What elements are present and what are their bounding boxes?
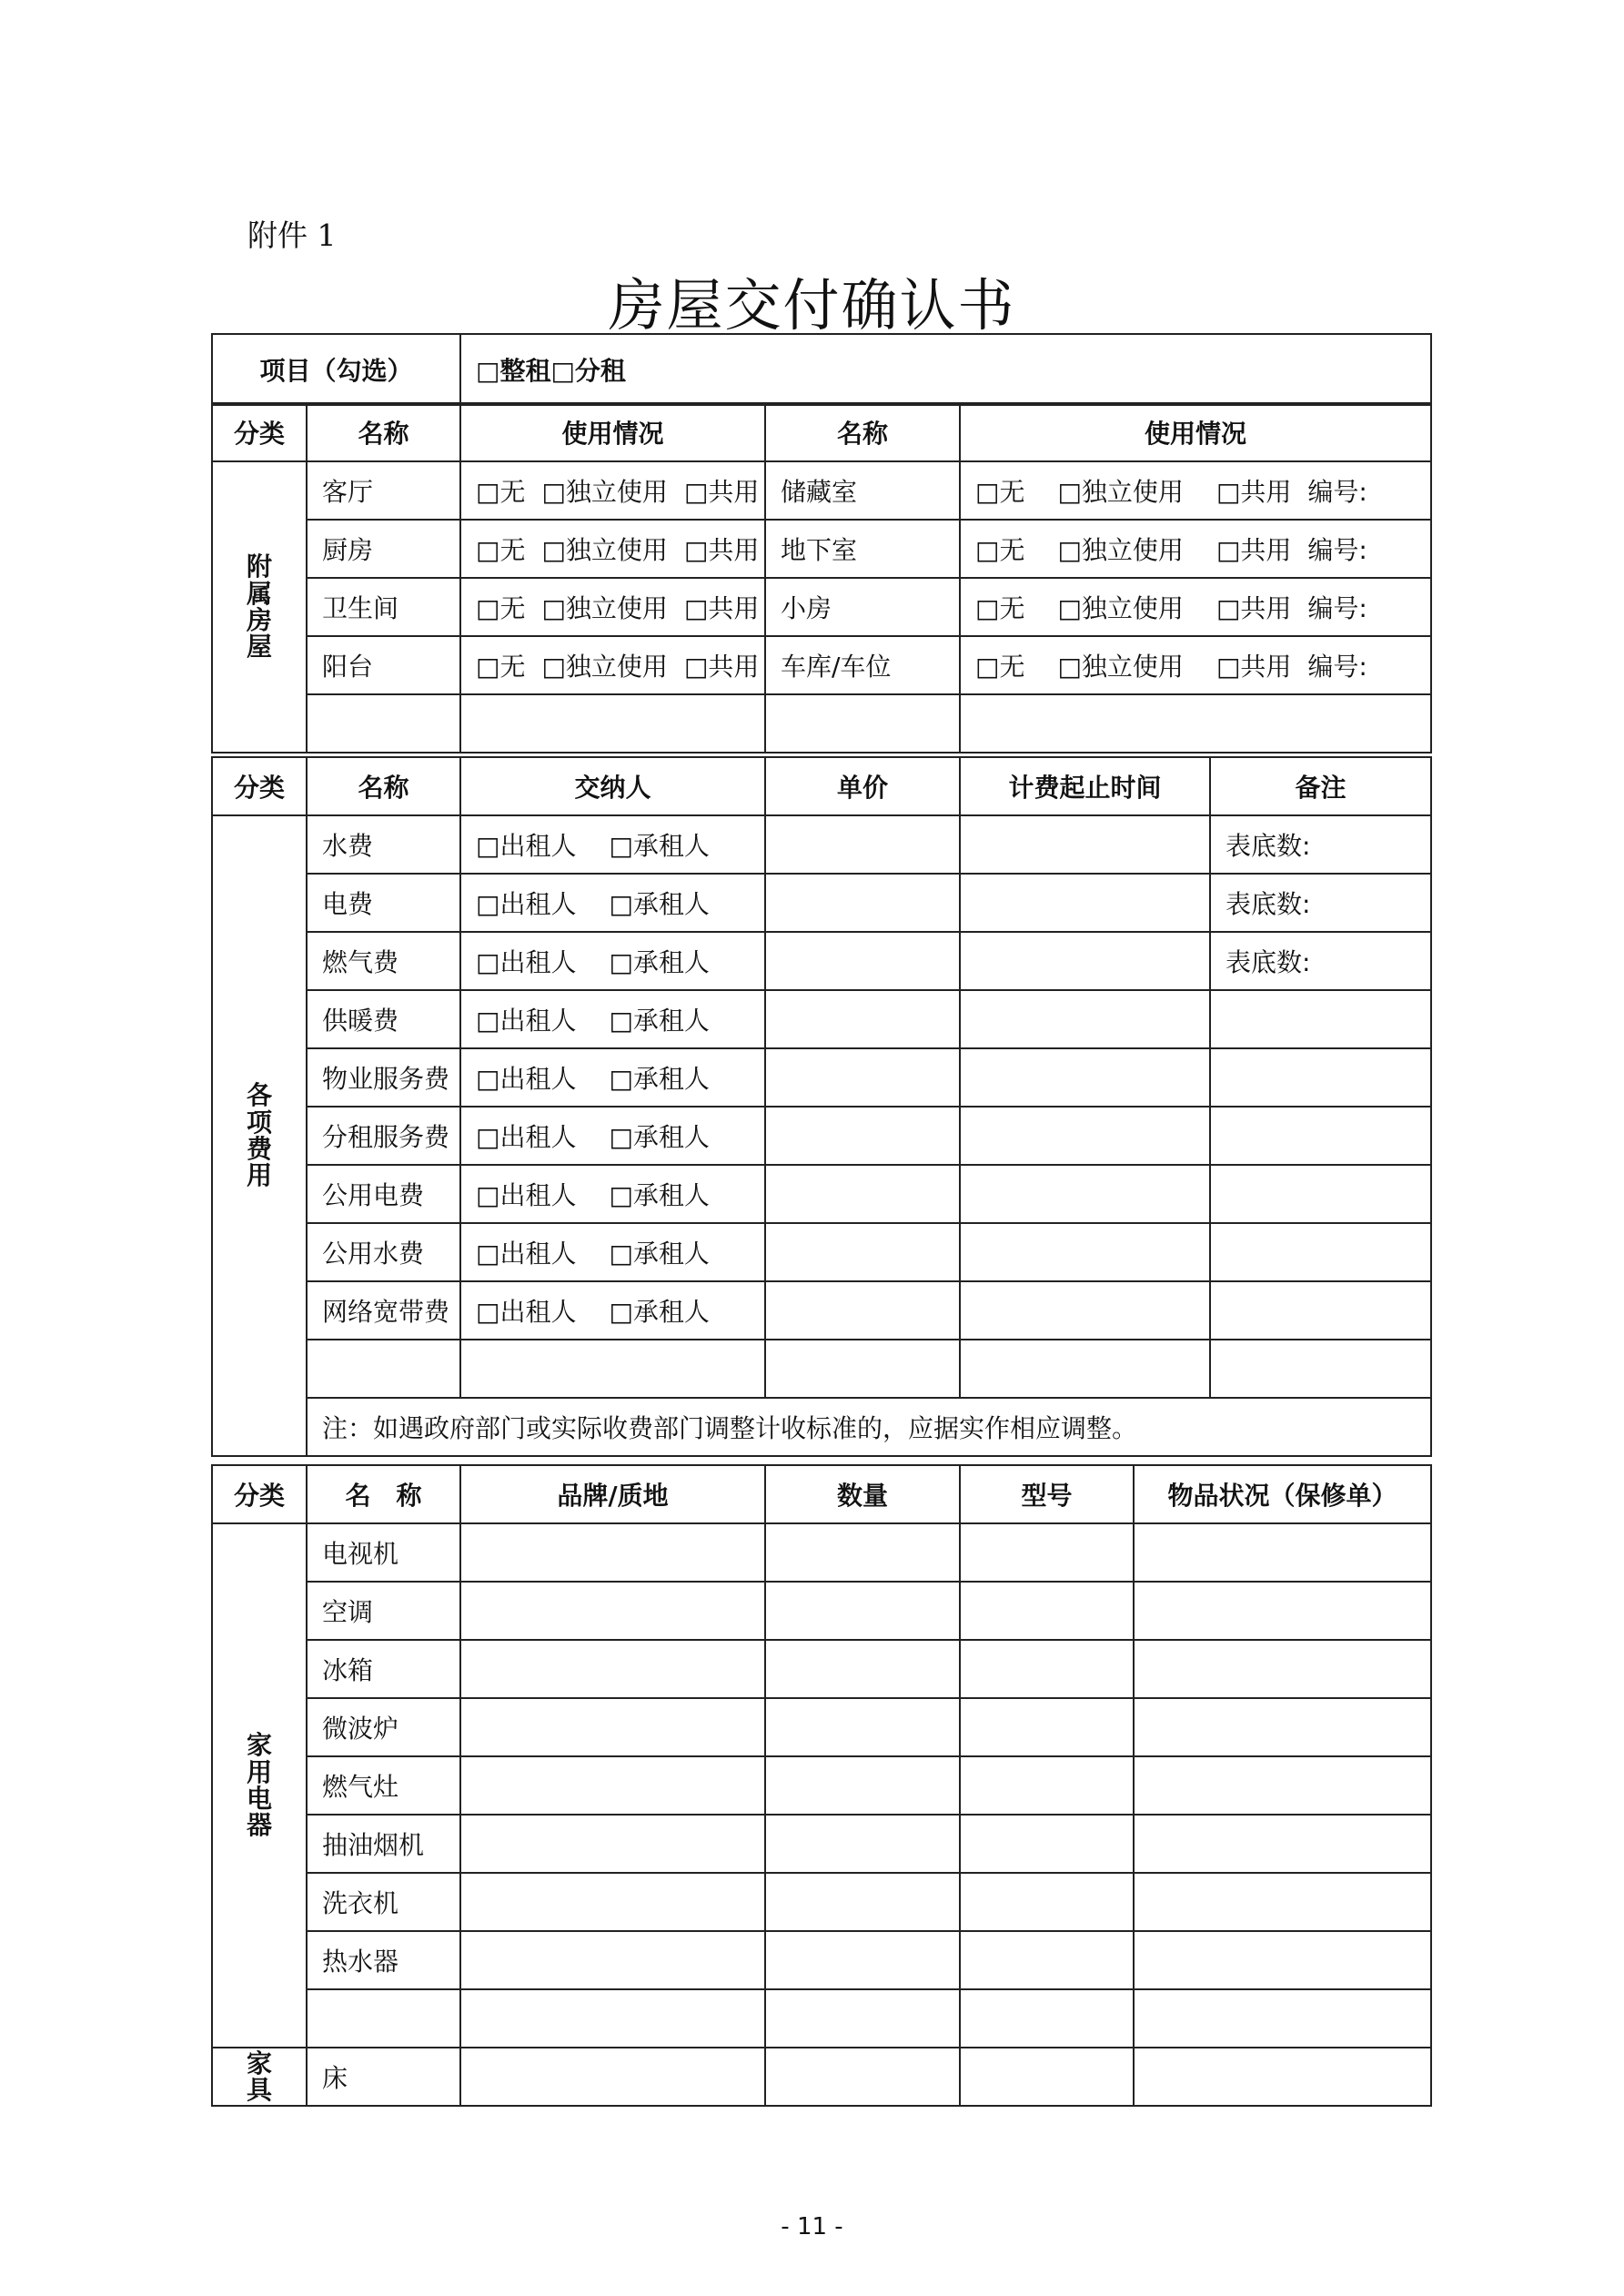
appliance-cell[interactable] — [1134, 1523, 1431, 1582]
appliance-name: 洗衣机 — [307, 1873, 460, 1931]
room-name-right: 地下室 — [765, 520, 960, 578]
appliance-cell[interactable] — [460, 1873, 765, 1931]
appliance-cell[interactable] — [460, 1756, 765, 1815]
table-row — [212, 1048, 1431, 1107]
appliance-cell[interactable] — [1134, 1756, 1431, 1815]
empty-cell[interactable] — [460, 1340, 765, 1398]
room-usage — [460, 636, 765, 694]
usage-checkbox[interactable]: □共用 — [683, 652, 760, 682]
rooms-category — [212, 461, 307, 753]
table-row — [212, 1107, 1431, 1165]
table-row — [212, 990, 1431, 1048]
appliance-cell[interactable] — [960, 1582, 1134, 1640]
table-row — [212, 2048, 1431, 2106]
fee-note[interactable] — [1210, 1223, 1431, 1281]
appliance-cell[interactable] — [960, 1640, 1134, 1698]
furniture-cell[interactable] — [765, 2048, 960, 2106]
payer-checkbox[interactable]: □承租人 — [609, 831, 710, 861]
room-name-right: 储藏室 — [765, 461, 960, 520]
empty-cell[interactable] — [1210, 1340, 1431, 1398]
appliance-cell[interactable] — [960, 1523, 1134, 1582]
room-name-right: 车库/车位 — [765, 636, 960, 694]
document-title: 房屋交付确认书 — [608, 272, 1016, 339]
table-row — [212, 815, 1431, 874]
appliance-cell[interactable] — [460, 1931, 765, 1989]
usage-checkbox[interactable]: □无 — [975, 652, 1025, 682]
fees-header-period: 计费起止时间 — [960, 757, 1210, 815]
table-row — [212, 1281, 1431, 1340]
appliance-name: 电视机 — [307, 1523, 460, 1582]
payer-checkbox[interactable]: □出租人 — [476, 1297, 577, 1327]
payer-checkbox[interactable]: □承租人 — [609, 889, 710, 919]
fee-price[interactable] — [765, 815, 960, 874]
appliance-cell[interactable] — [765, 1756, 960, 1815]
room-usage — [460, 578, 765, 636]
fee-period[interactable] — [960, 1223, 1210, 1281]
fee-period[interactable] — [960, 874, 1210, 932]
appliances-header-category: 分类 — [212, 1465, 307, 1523]
room-usage-right — [960, 520, 1431, 578]
furniture-category-text: 家具 — [246, 2048, 272, 2105]
fee-price[interactable] — [765, 990, 960, 1048]
fees-header-name: 名称 — [307, 757, 460, 815]
usage-checkbox[interactable]: □无 — [975, 593, 1025, 623]
table-row — [212, 1523, 1431, 1582]
empty-cell[interactable] — [765, 1989, 960, 2048]
table-row — [212, 1223, 1431, 1281]
rooms-header-usage: 使用情况 — [460, 403, 765, 461]
fees-footnote-row — [212, 1398, 1431, 1456]
table-row — [212, 1931, 1431, 1989]
payer-checkbox[interactable]: □出租人 — [476, 1064, 577, 1094]
rooms-table — [211, 402, 1432, 754]
project-options[interactable]: □整租□分租 — [460, 334, 1431, 405]
usage-checkbox[interactable]: □无 — [476, 535, 526, 565]
payer-checkbox[interactable]: □承租人 — [609, 947, 710, 977]
payer-checkbox[interactable]: □出租人 — [476, 889, 577, 919]
appliance-cell[interactable] — [960, 1931, 1134, 1989]
page-number: - 11 - — [781, 2213, 843, 2240]
payer-checkbox[interactable]: □出租人 — [476, 1122, 577, 1152]
fee-note[interactable] — [1210, 1107, 1431, 1165]
fee-payer — [460, 990, 765, 1048]
usage-checkbox[interactable]: □共用 — [1215, 593, 1292, 623]
usage-checkbox[interactable]: □独立使用 — [541, 652, 668, 682]
room-usage-right — [960, 578, 1431, 636]
fee-note[interactable] — [1210, 1165, 1431, 1223]
fee-name: 供暖费 — [307, 990, 460, 1048]
empty-cell[interactable] — [460, 694, 765, 753]
table-row-empty — [212, 694, 1431, 753]
appliance-cell[interactable] — [960, 1756, 1134, 1815]
appliance-cell[interactable] — [460, 1698, 765, 1756]
fee-payer — [460, 815, 765, 874]
usage-checkbox[interactable]: □共用 — [1215, 652, 1292, 682]
appliance-cell[interactable] — [1134, 1815, 1431, 1873]
appliance-cell[interactable] — [460, 1523, 765, 1582]
appliances-header-model: 型号 — [960, 1465, 1134, 1523]
rooms-header-name2: 名称 — [765, 403, 960, 461]
appliance-cell[interactable] — [960, 1698, 1134, 1756]
room-usage-right — [960, 461, 1431, 520]
attachment-label: 附件 1 — [247, 217, 337, 253]
rooms-header-category: 分类 — [212, 403, 307, 461]
fee-price[interactable] — [765, 1281, 960, 1340]
fee-payer — [460, 1107, 765, 1165]
fees-header-note: 备注 — [1210, 757, 1431, 815]
payer-checkbox[interactable]: □出租人 — [476, 1180, 577, 1210]
fees-category — [212, 815, 307, 1456]
empty-cell[interactable] — [307, 694, 460, 753]
fees-table — [211, 756, 1432, 1457]
appliances-category-text: 家用电器 — [246, 1730, 272, 1841]
table-row — [212, 1873, 1431, 1931]
appliance-name: 热水器 — [307, 1931, 460, 1989]
fee-name: 燃气费 — [307, 932, 460, 990]
fee-period[interactable] — [960, 1281, 1210, 1340]
appliances-header-qty: 数量 — [765, 1465, 960, 1523]
usage-checkbox[interactable]: □共用 — [683, 593, 760, 623]
appliance-cell[interactable] — [765, 1582, 960, 1640]
appliance-cell[interactable] — [765, 1815, 960, 1873]
usage-checkbox[interactable]: □独立使用 — [1057, 593, 1184, 623]
fee-name: 网络宽带费 — [307, 1281, 460, 1340]
usage-checkbox[interactable]: □无 — [975, 535, 1025, 565]
appliances-table — [211, 1464, 1432, 2107]
room-name: 客厅 — [307, 461, 460, 520]
table-row — [212, 1698, 1431, 1756]
usage-checkbox[interactable]: □独立使用 — [1057, 535, 1184, 565]
rooms-header-name: 名称 — [307, 403, 460, 461]
usage-checkbox[interactable]: □共用 — [1215, 477, 1292, 507]
appliance-name: 微波炉 — [307, 1698, 460, 1756]
fee-note[interactable]: 表底数: — [1210, 874, 1431, 932]
empty-cell[interactable] — [307, 1989, 460, 2048]
fee-payer — [460, 1281, 765, 1340]
payer-checkbox[interactable]: □承租人 — [609, 1297, 710, 1327]
usage-checkbox[interactable]: □独立使用 — [541, 593, 668, 623]
number-label[interactable]: 编号: — [1307, 652, 1367, 682]
appliances-header-condition: 物品状况（保修单） — [1134, 1465, 1431, 1523]
fee-note[interactable] — [1210, 1281, 1431, 1340]
appliance-cell[interactable] — [1134, 1873, 1431, 1931]
fee-price[interactable] — [765, 874, 960, 932]
fee-payer — [460, 1223, 765, 1281]
table-row — [212, 1815, 1431, 1873]
fee-period[interactable] — [960, 1165, 1210, 1223]
empty-cell[interactable] — [765, 1340, 960, 1398]
fee-payer — [460, 1048, 765, 1107]
fee-name: 电费 — [307, 874, 460, 932]
appliance-cell[interactable] — [460, 1640, 765, 1698]
appliance-name: 冰箱 — [307, 1640, 460, 1698]
empty-cell[interactable] — [1134, 1989, 1431, 2048]
fees-footnote: 注：如遇政府部门或实际收费部门调整计收标准的，应据实作相应调整。 — [307, 1398, 1431, 1456]
usage-checkbox[interactable]: □共用 — [683, 535, 760, 565]
room-name: 厨房 — [307, 520, 460, 578]
table-row-empty — [212, 1340, 1431, 1398]
payer-checkbox[interactable]: □承租人 — [609, 1180, 710, 1210]
fee-note[interactable] — [1210, 1048, 1431, 1107]
appliance-name: 抽油烟机 — [307, 1815, 460, 1873]
table-row — [212, 636, 1431, 694]
fee-period[interactable] — [960, 815, 1210, 874]
empty-cell[interactable] — [960, 694, 1431, 753]
room-usage — [460, 520, 765, 578]
number-label[interactable]: 编号: — [1307, 535, 1367, 565]
appliance-cell[interactable] — [960, 1815, 1134, 1873]
table-row — [212, 1582, 1431, 1640]
furniture-cell[interactable] — [460, 2048, 765, 2106]
appliance-cell[interactable] — [765, 1698, 960, 1756]
fee-payer — [460, 874, 765, 932]
appliance-cell[interactable] — [460, 1582, 765, 1640]
appliance-cell[interactable] — [960, 1873, 1134, 1931]
usage-checkbox[interactable]: □独立使用 — [1057, 477, 1184, 507]
payer-checkbox[interactable]: □承租人 — [609, 1064, 710, 1094]
appliance-cell[interactable] — [460, 1815, 765, 1873]
room-name: 阳台 — [307, 636, 460, 694]
table-row — [212, 1756, 1431, 1815]
payer-checkbox[interactable]: □出租人 — [476, 1006, 577, 1036]
fee-note[interactable]: 表底数: — [1210, 815, 1431, 874]
rooms-category-text: 附属房屋 — [246, 551, 272, 663]
fee-name: 分租服务费 — [307, 1107, 460, 1165]
usage-checkbox[interactable]: □独立使用 — [541, 477, 668, 507]
furniture-category — [212, 2048, 307, 2106]
usage-checkbox[interactable]: □独立使用 — [1057, 652, 1184, 682]
empty-cell[interactable] — [960, 1989, 1134, 2048]
empty-cell[interactable] — [765, 694, 960, 753]
table-row — [212, 461, 1431, 520]
number-label[interactable]: 编号: — [1307, 593, 1367, 623]
project-label: 项目（勾选） — [212, 334, 460, 405]
appliances-header-brand: 品牌/质地 — [460, 1465, 765, 1523]
room-usage — [460, 461, 765, 520]
payer-checkbox[interactable]: □出租人 — [476, 947, 577, 977]
usage-checkbox[interactable]: □无 — [476, 593, 526, 623]
usage-checkbox[interactable]: □独立使用 — [541, 535, 668, 565]
empty-cell[interactable] — [307, 1340, 460, 1398]
usage-checkbox[interactable]: □无 — [476, 652, 526, 682]
appliance-cell[interactable] — [1134, 1582, 1431, 1640]
usage-checkbox[interactable]: □无 — [476, 477, 526, 507]
fee-period[interactable] — [960, 1048, 1210, 1107]
room-name: 卫生间 — [307, 578, 460, 636]
fee-name: 公用电费 — [307, 1165, 460, 1223]
payer-checkbox[interactable]: □承租人 — [609, 1122, 710, 1152]
table-row-empty — [212, 1989, 1431, 2048]
table-row — [212, 874, 1431, 932]
fee-period[interactable] — [960, 932, 1210, 990]
fee-price[interactable] — [765, 1048, 960, 1107]
fee-name: 物业服务费 — [307, 1048, 460, 1107]
appliance-cell[interactable] — [1134, 1698, 1431, 1756]
fee-price[interactable] — [765, 1223, 960, 1281]
rooms-header-usage2: 使用情况 — [960, 403, 1431, 461]
fee-payer — [460, 1165, 765, 1223]
appliance-cell[interactable] — [765, 1873, 960, 1931]
fees-header-payer: 交纳人 — [460, 757, 765, 815]
fees-header-category: 分类 — [212, 757, 307, 815]
appliance-name: 空调 — [307, 1582, 460, 1640]
appliances-header-name: 名 称 — [307, 1465, 460, 1523]
appliance-name: 燃气灶 — [307, 1756, 460, 1815]
fee-name: 公用水费 — [307, 1223, 460, 1281]
table-row — [212, 520, 1431, 578]
fee-price[interactable] — [765, 932, 960, 990]
room-usage-right — [960, 636, 1431, 694]
payer-checkbox[interactable]: □出租人 — [476, 1239, 577, 1269]
furniture-cell[interactable] — [960, 2048, 1134, 2106]
fees-category-text: 各项费用 — [246, 1080, 272, 1191]
appliance-cell[interactable] — [765, 1931, 960, 1989]
number-label[interactable]: 编号: — [1307, 477, 1367, 507]
fee-name: 水费 — [307, 815, 460, 874]
payer-checkbox[interactable]: □出租人 — [476, 831, 577, 861]
fee-price[interactable] — [765, 1165, 960, 1223]
fee-price[interactable] — [765, 1107, 960, 1165]
table-row — [212, 932, 1431, 990]
fee-period[interactable] — [960, 1107, 1210, 1165]
usage-checkbox[interactable]: □无 — [975, 477, 1025, 507]
payer-checkbox[interactable]: □承租人 — [609, 1006, 710, 1036]
empty-cell[interactable] — [960, 1340, 1210, 1398]
appliances-category — [212, 1523, 307, 2048]
usage-checkbox[interactable]: □共用 — [683, 477, 760, 507]
room-name-right: 小房 — [765, 578, 960, 636]
table-row — [212, 1640, 1431, 1698]
furniture-name: 床 — [307, 2048, 460, 2106]
appliance-cell[interactable] — [765, 1523, 960, 1582]
appliance-cell[interactable] — [765, 1640, 960, 1698]
table-row — [212, 578, 1431, 636]
usage-checkbox[interactable]: □共用 — [1215, 535, 1292, 565]
fee-note[interactable] — [1210, 990, 1431, 1048]
project-table — [211, 333, 1432, 406]
empty-cell[interactable] — [460, 1989, 765, 2048]
appliance-cell[interactable] — [1134, 1640, 1431, 1698]
table-row — [212, 1165, 1431, 1223]
fees-header-price: 单价 — [765, 757, 960, 815]
appliance-cell[interactable] — [1134, 1931, 1431, 1989]
fee-period[interactable] — [960, 990, 1210, 1048]
payer-checkbox[interactable]: □承租人 — [609, 1239, 710, 1269]
fee-payer — [460, 932, 765, 990]
furniture-cell[interactable] — [1134, 2048, 1431, 2106]
fee-note[interactable]: 表底数: — [1210, 932, 1431, 990]
